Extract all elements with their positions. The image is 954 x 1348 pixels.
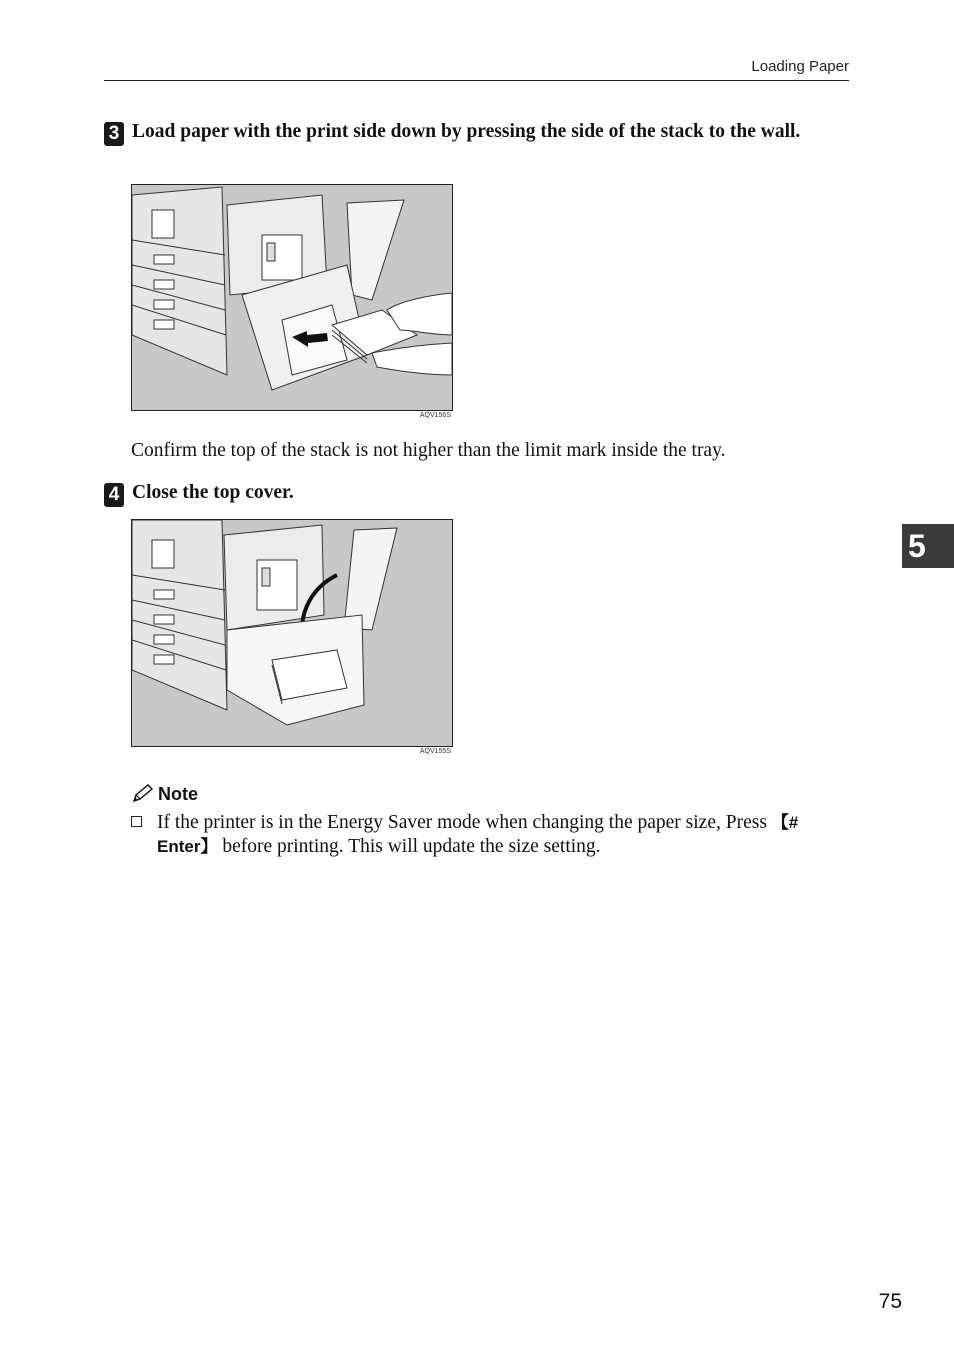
pencil-icon <box>131 784 153 804</box>
step-instruction: Load paper with the print side down by pressing the side of the stack to the wall. <box>132 121 801 142</box>
page-number: 75 <box>878 1290 902 1313</box>
note-text-before: If the printer is in the Energy Saver mode when changing the paper size, Press <box>157 812 772 833</box>
figure-load-paper <box>131 184 453 411</box>
note-text-after: before printing. This will update the size setting. <box>217 836 601 857</box>
enter-key-label: 【# Enter】 <box>157 813 799 856</box>
step-3 <box>104 120 850 144</box>
running-head <box>104 58 849 81</box>
step-3-followup: Confirm the top of the stack is not higher than the limit mark inside the tray. <box>131 440 726 461</box>
note-heading <box>131 782 198 806</box>
chapter-tab: 5 <box>902 524 954 568</box>
note-item <box>131 811 851 859</box>
step-4 <box>104 481 850 505</box>
printer-illustration-load <box>132 185 452 410</box>
figure-close-cover <box>131 519 453 747</box>
checkbox-bullet-icon <box>131 816 142 827</box>
note-title: Note <box>158 784 198 804</box>
running-title: Loading Paper <box>751 58 849 75</box>
figure-code: AQV155S <box>419 748 451 755</box>
step-number-badge: 4 <box>104 483 124 507</box>
figure-code: AQV156S <box>419 412 451 419</box>
printer-illustration-close <box>132 520 452 746</box>
step-number-badge: 3 <box>104 122 124 146</box>
step-instruction: Close the top cover. <box>132 482 294 503</box>
